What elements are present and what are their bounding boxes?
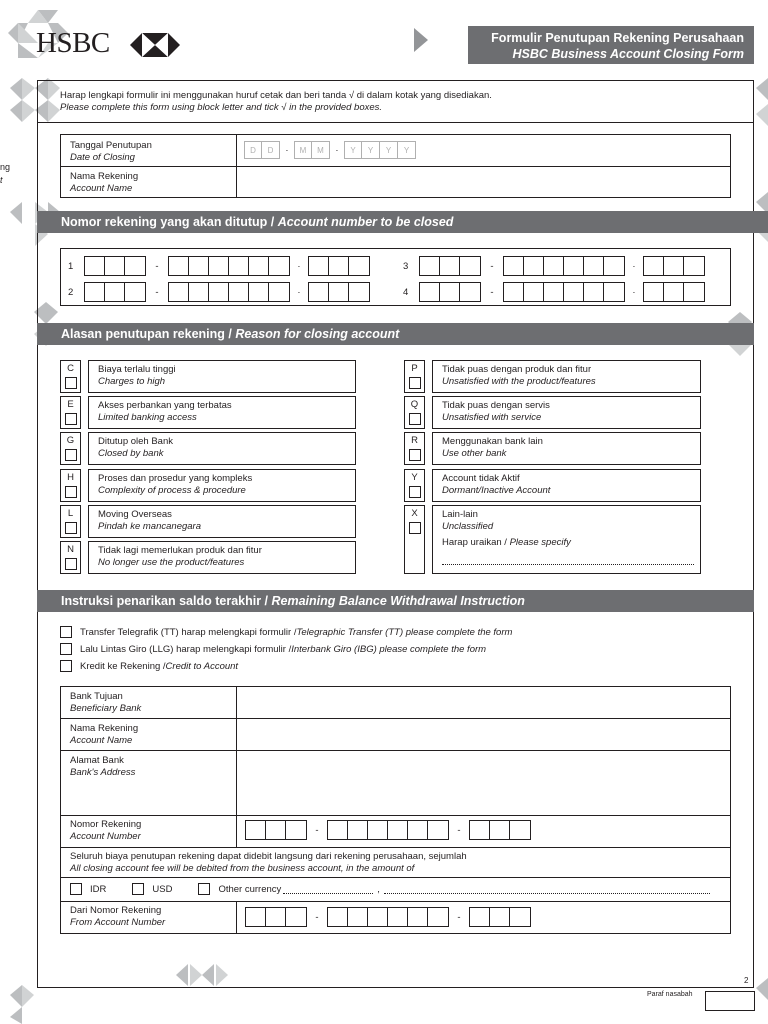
hsbc-logo: HSBC [36, 27, 110, 59]
section-reasons-title-id: Alasan penutupan rekening / [61, 327, 236, 341]
reason-p [432, 360, 701, 393]
closing-info-table [60, 134, 731, 198]
separator: - [315, 824, 319, 836]
reason-label-id: Account tidak Aktif [442, 473, 520, 484]
reason-code-n [60, 541, 81, 574]
separator: · [632, 260, 636, 272]
account-number-input[interactable] [469, 907, 531, 927]
section-header-accounts [37, 211, 768, 233]
currency-label: IDR [90, 883, 107, 895]
separator: · [297, 260, 301, 272]
reason-label-id: Tidak puas dengan servis [442, 400, 550, 411]
withdrawal-option-credit[interactable] [60, 660, 238, 672]
reason-code-p [404, 360, 425, 393]
reason-h [88, 469, 356, 502]
date-year-2[interactable]: Y [362, 141, 380, 159]
reason-code-letter: L [67, 508, 74, 519]
date-year-1[interactable]: Y [344, 141, 362, 159]
reason-code-letter: X [411, 508, 418, 519]
reason-checkbox-h[interactable] [65, 486, 77, 498]
account-name-label-en: Account Name [70, 183, 133, 194]
date-label-en: Date of Closing [70, 152, 135, 163]
date-separator: · [285, 144, 289, 156]
divider [61, 847, 730, 848]
reason-label-id: Ditutup oleh Bank [98, 436, 173, 447]
reason-code-letter: C [67, 363, 74, 374]
form-title [468, 26, 754, 64]
divider [236, 687, 237, 847]
option-label-en: Telegraphic Transfer (TT) please complete the form [296, 626, 513, 638]
separator: - [490, 286, 494, 298]
account-row-4 [403, 282, 705, 302]
account-row-number: 3 [403, 260, 409, 272]
reason-n [88, 541, 356, 574]
section-header-reasons [37, 323, 754, 345]
amount-input[interactable] [384, 884, 710, 894]
other-currency-input[interactable] [283, 884, 373, 894]
bank-address-field[interactable] [238, 752, 728, 814]
divider [37, 122, 754, 123]
withdrawal-account-name-field[interactable] [238, 720, 728, 749]
withdrawal-option-llg[interactable] [60, 643, 486, 655]
divider [61, 901, 730, 902]
account-number-input[interactable] [245, 907, 307, 927]
reason-checkbox-q[interactable] [409, 413, 421, 425]
withdrawal-option-tt[interactable] [60, 626, 512, 638]
date-day-1[interactable]: D [244, 141, 262, 159]
reason-code-c [60, 360, 81, 393]
side-fragment: ng [0, 162, 11, 172]
reason-checkbox-e[interactable] [65, 413, 77, 425]
page-number: 2 [744, 976, 749, 985]
account-number-input[interactable] [168, 282, 290, 302]
beneficiary-bank-label [70, 691, 141, 715]
account-number-input[interactable] [168, 256, 290, 276]
reason-checkbox-n[interactable] [65, 558, 77, 570]
divider [236, 901, 237, 933]
reason-r [432, 432, 701, 465]
account-number-input[interactable] [84, 282, 146, 302]
reason-label-en: Unsatisfied with the product/features [442, 376, 596, 387]
account-number-input[interactable] [469, 820, 531, 840]
account-name-label [70, 723, 138, 747]
section-reasons-title-en: Reason for closing account [235, 327, 400, 341]
reason-code-q [404, 396, 425, 429]
withdrawal-checkbox-llg[interactable] [60, 643, 72, 655]
date-year-3[interactable]: Y [380, 141, 398, 159]
label-id: Nomor Rekening [70, 819, 142, 830]
reason-checkbox-r[interactable] [409, 449, 421, 461]
currency-label: USD [152, 883, 173, 895]
date-year-4[interactable]: Y [398, 141, 416, 159]
account-row-number: 4 [403, 286, 409, 298]
hexagon-decoration-bottom-left [8, 985, 38, 1024]
beneficiary-bank-field[interactable] [238, 688, 728, 717]
date-label [70, 140, 152, 164]
reason-l [88, 505, 356, 538]
reason-label-id: Tidak puas dengan produk dan fitur [442, 364, 592, 375]
reason-label-en: Closed by bank [98, 448, 164, 459]
date-month-1[interactable]: M [294, 141, 312, 159]
reason-q [432, 396, 701, 429]
reason-checkbox-c[interactable] [65, 377, 77, 389]
specify-label-id: Harap uraikan / [442, 537, 510, 548]
triangle-marker-icon [414, 28, 428, 52]
fee-statement [70, 851, 467, 875]
option-label-en: Interbank Giro (IBG) please complete the form [291, 643, 487, 655]
label-en: Account Number [70, 831, 141, 842]
reason-label-en: Limited banking access [98, 412, 197, 423]
date-input[interactable] [244, 141, 416, 159]
currency-options [70, 883, 710, 895]
reason-code-letter: R [411, 435, 418, 446]
fee-statement-id: Seluruh biaya penutupan rekening dapat didebit langsung dari rekening perusahaan, sejumlah [70, 851, 467, 862]
withdrawal-checkbox-tt[interactable] [60, 626, 72, 638]
account-name-field[interactable] [238, 168, 728, 196]
from-account-number[interactable] [245, 907, 531, 927]
currency-checkbox-idr[interactable] [70, 883, 82, 895]
hexagon-decoration-right-1 [752, 78, 768, 128]
reason-label-en: Unsatisfied with service [442, 412, 542, 423]
date-month-2[interactable]: M [312, 141, 330, 159]
reason-code-x [404, 505, 425, 574]
currency-checkbox-other[interactable] [198, 883, 210, 895]
separator: - [315, 911, 319, 923]
reason-code-y [404, 469, 425, 502]
instructions [60, 90, 740, 114]
section-withdrawal-title-en: Remaining Balance Withdrawal Instruction [271, 594, 525, 608]
beneficiary-account-number[interactable] [245, 820, 531, 840]
account-number-input[interactable] [308, 282, 370, 302]
section-accounts-title-en: Account number to be closed [277, 215, 454, 229]
separator: - [457, 911, 461, 923]
fee-statement-en: All closing account fee will be debited from the business account, in the amount of [70, 863, 415, 874]
divider [61, 718, 730, 719]
reason-label-id: Biaya terlalu tinggi [98, 364, 176, 375]
reason-label-id: Proses dan prosedur yang kompleks [98, 473, 253, 484]
reason-code-letter: H [67, 472, 74, 483]
reason-code-e [60, 396, 81, 429]
specify-label [442, 537, 700, 549]
reason-label-id: Menggunakan bank lain [442, 436, 543, 447]
separator: · [632, 286, 636, 298]
label-en: Account Name [70, 735, 133, 746]
section-withdrawal-title-id: Instruksi penarikan saldo terakhir / [61, 594, 272, 608]
label-en: Bank's Address [70, 767, 136, 778]
account-row-2 [68, 282, 370, 302]
separator: - [490, 260, 494, 272]
reason-checkbox-y[interactable] [409, 486, 421, 498]
divider [61, 166, 730, 167]
initial-label: Paraf nasabah [647, 991, 693, 998]
currency-label: Other currency [218, 883, 282, 895]
account-number-input[interactable] [643, 282, 705, 302]
reason-code-letter: G [66, 435, 75, 446]
reason-label-id: Moving Overseas [98, 509, 172, 520]
label-id: Bank Tujuan [70, 691, 123, 702]
reason-g [88, 432, 356, 465]
specify-input[interactable] [442, 564, 694, 565]
from-account-label [70, 905, 165, 929]
form-title-en: HSBC Business Account Closing Form [512, 47, 744, 61]
reason-label-en: Dormant/Inactive Account [442, 485, 551, 496]
option-label-id: Transfer Telegrafik (TT) harap melengkapi formulir / [80, 626, 297, 638]
reason-code-l [60, 505, 81, 538]
divider [61, 877, 730, 878]
label-en: From Account Number [70, 917, 166, 928]
reason-checkbox-x[interactable] [409, 522, 421, 534]
initial-box[interactable] [705, 991, 755, 1011]
account-row-3 [403, 256, 705, 276]
separator: - [457, 824, 461, 836]
withdrawal-details-table [60, 686, 731, 934]
reason-checkbox-p[interactable] [409, 377, 421, 389]
reason-label-en: Pindah ke mancanegara [98, 521, 201, 532]
reason-e [88, 396, 356, 429]
account-name-label-id: Nama Rekening [70, 171, 139, 182]
account-row-1 [68, 256, 370, 276]
reason-code-r [404, 432, 425, 465]
account-row-number: 1 [68, 260, 74, 272]
account-number-input[interactable] [327, 907, 449, 927]
reason-label-id: Tidak lagi memerlukan produk dan fitur [98, 545, 262, 556]
reason-code-letter: Q [410, 399, 419, 410]
reason-checkbox-l[interactable] [65, 522, 77, 534]
separator: - [155, 260, 159, 272]
divider [236, 135, 237, 197]
option-label-id: Lalu Lintas Giro (LLG) harap melengkapi formulir / [80, 643, 292, 655]
currency-checkbox-usd[interactable] [132, 883, 144, 895]
date-day-2[interactable]: D [262, 141, 280, 159]
divider [61, 815, 730, 816]
hsbc-hexagon-icon [130, 33, 180, 57]
account-number-input[interactable] [419, 282, 481, 302]
instructions-en: Please complete this form using block letter and tick √ in the provided boxes. [60, 102, 383, 113]
reason-code-h [60, 469, 81, 502]
reason-label-en: Use other bank [442, 448, 507, 459]
reason-y [432, 469, 701, 502]
section-header-withdrawal [37, 590, 754, 612]
reason-code-letter: P [411, 363, 418, 374]
account-number-input[interactable] [245, 820, 307, 840]
reason-c [88, 360, 356, 393]
instructions-id: Harap lengkapi formulir ini menggunakan huruf cetak dan beri tanda √ di dalam kotak yang disediakan. [60, 90, 492, 101]
account-number-label [70, 819, 141, 843]
label-id: Dari Nomor Rekening [70, 905, 162, 916]
date-separator: · [335, 144, 339, 156]
account-number-input[interactable] [419, 256, 481, 276]
divider [61, 750, 730, 751]
option-label-en: Credit to Account [165, 660, 239, 672]
reason-code-letter: Y [411, 472, 418, 483]
section-accounts-title-id: Nomor rekening yang akan ditutup / [61, 215, 278, 229]
reason-label-en: Unclassified [442, 521, 494, 532]
reason-label-en: No longer use the product/features [98, 557, 245, 568]
reason-code-letter: N [67, 544, 74, 555]
label-en: Beneficiary Bank [70, 703, 142, 714]
reason-x [432, 505, 701, 574]
reason-code-g [60, 432, 81, 465]
form-title-id: Formulir Penutupan Rekening Perusahaan [491, 31, 744, 45]
bank-address-label [70, 755, 135, 779]
reason-label-id: Akses perbankan yang terbatas [98, 400, 232, 411]
reason-label-en: Charges to high [98, 376, 166, 387]
reason-label-en: Complexity of process & procedure [98, 485, 246, 496]
account-name-label [70, 171, 138, 195]
specify-label-en: Please specify [509, 537, 571, 548]
account-number-input[interactable] [308, 256, 370, 276]
separator: , [377, 883, 380, 895]
option-label-id: Kredit ke Rekening / [80, 660, 166, 672]
label-id: Alamat Bank [70, 755, 124, 766]
account-row-number: 2 [68, 286, 74, 298]
separator: - [155, 286, 159, 298]
reason-checkbox-g[interactable] [65, 449, 77, 461]
account-number-input[interactable] [503, 282, 625, 302]
withdrawal-checkbox-credit[interactable] [60, 660, 72, 672]
account-number-input[interactable] [327, 820, 449, 840]
separator: · [297, 286, 301, 298]
account-number-input[interactable] [643, 256, 705, 276]
date-label-id: Tanggal Penutupan [70, 140, 152, 151]
reason-label-id: Lain-lain [442, 509, 478, 520]
side-fragment: t [0, 175, 3, 185]
account-number-input[interactable] [84, 256, 146, 276]
label-id: Nama Rekening [70, 723, 139, 734]
account-number-input[interactable] [503, 256, 625, 276]
reason-code-letter: E [67, 399, 74, 410]
